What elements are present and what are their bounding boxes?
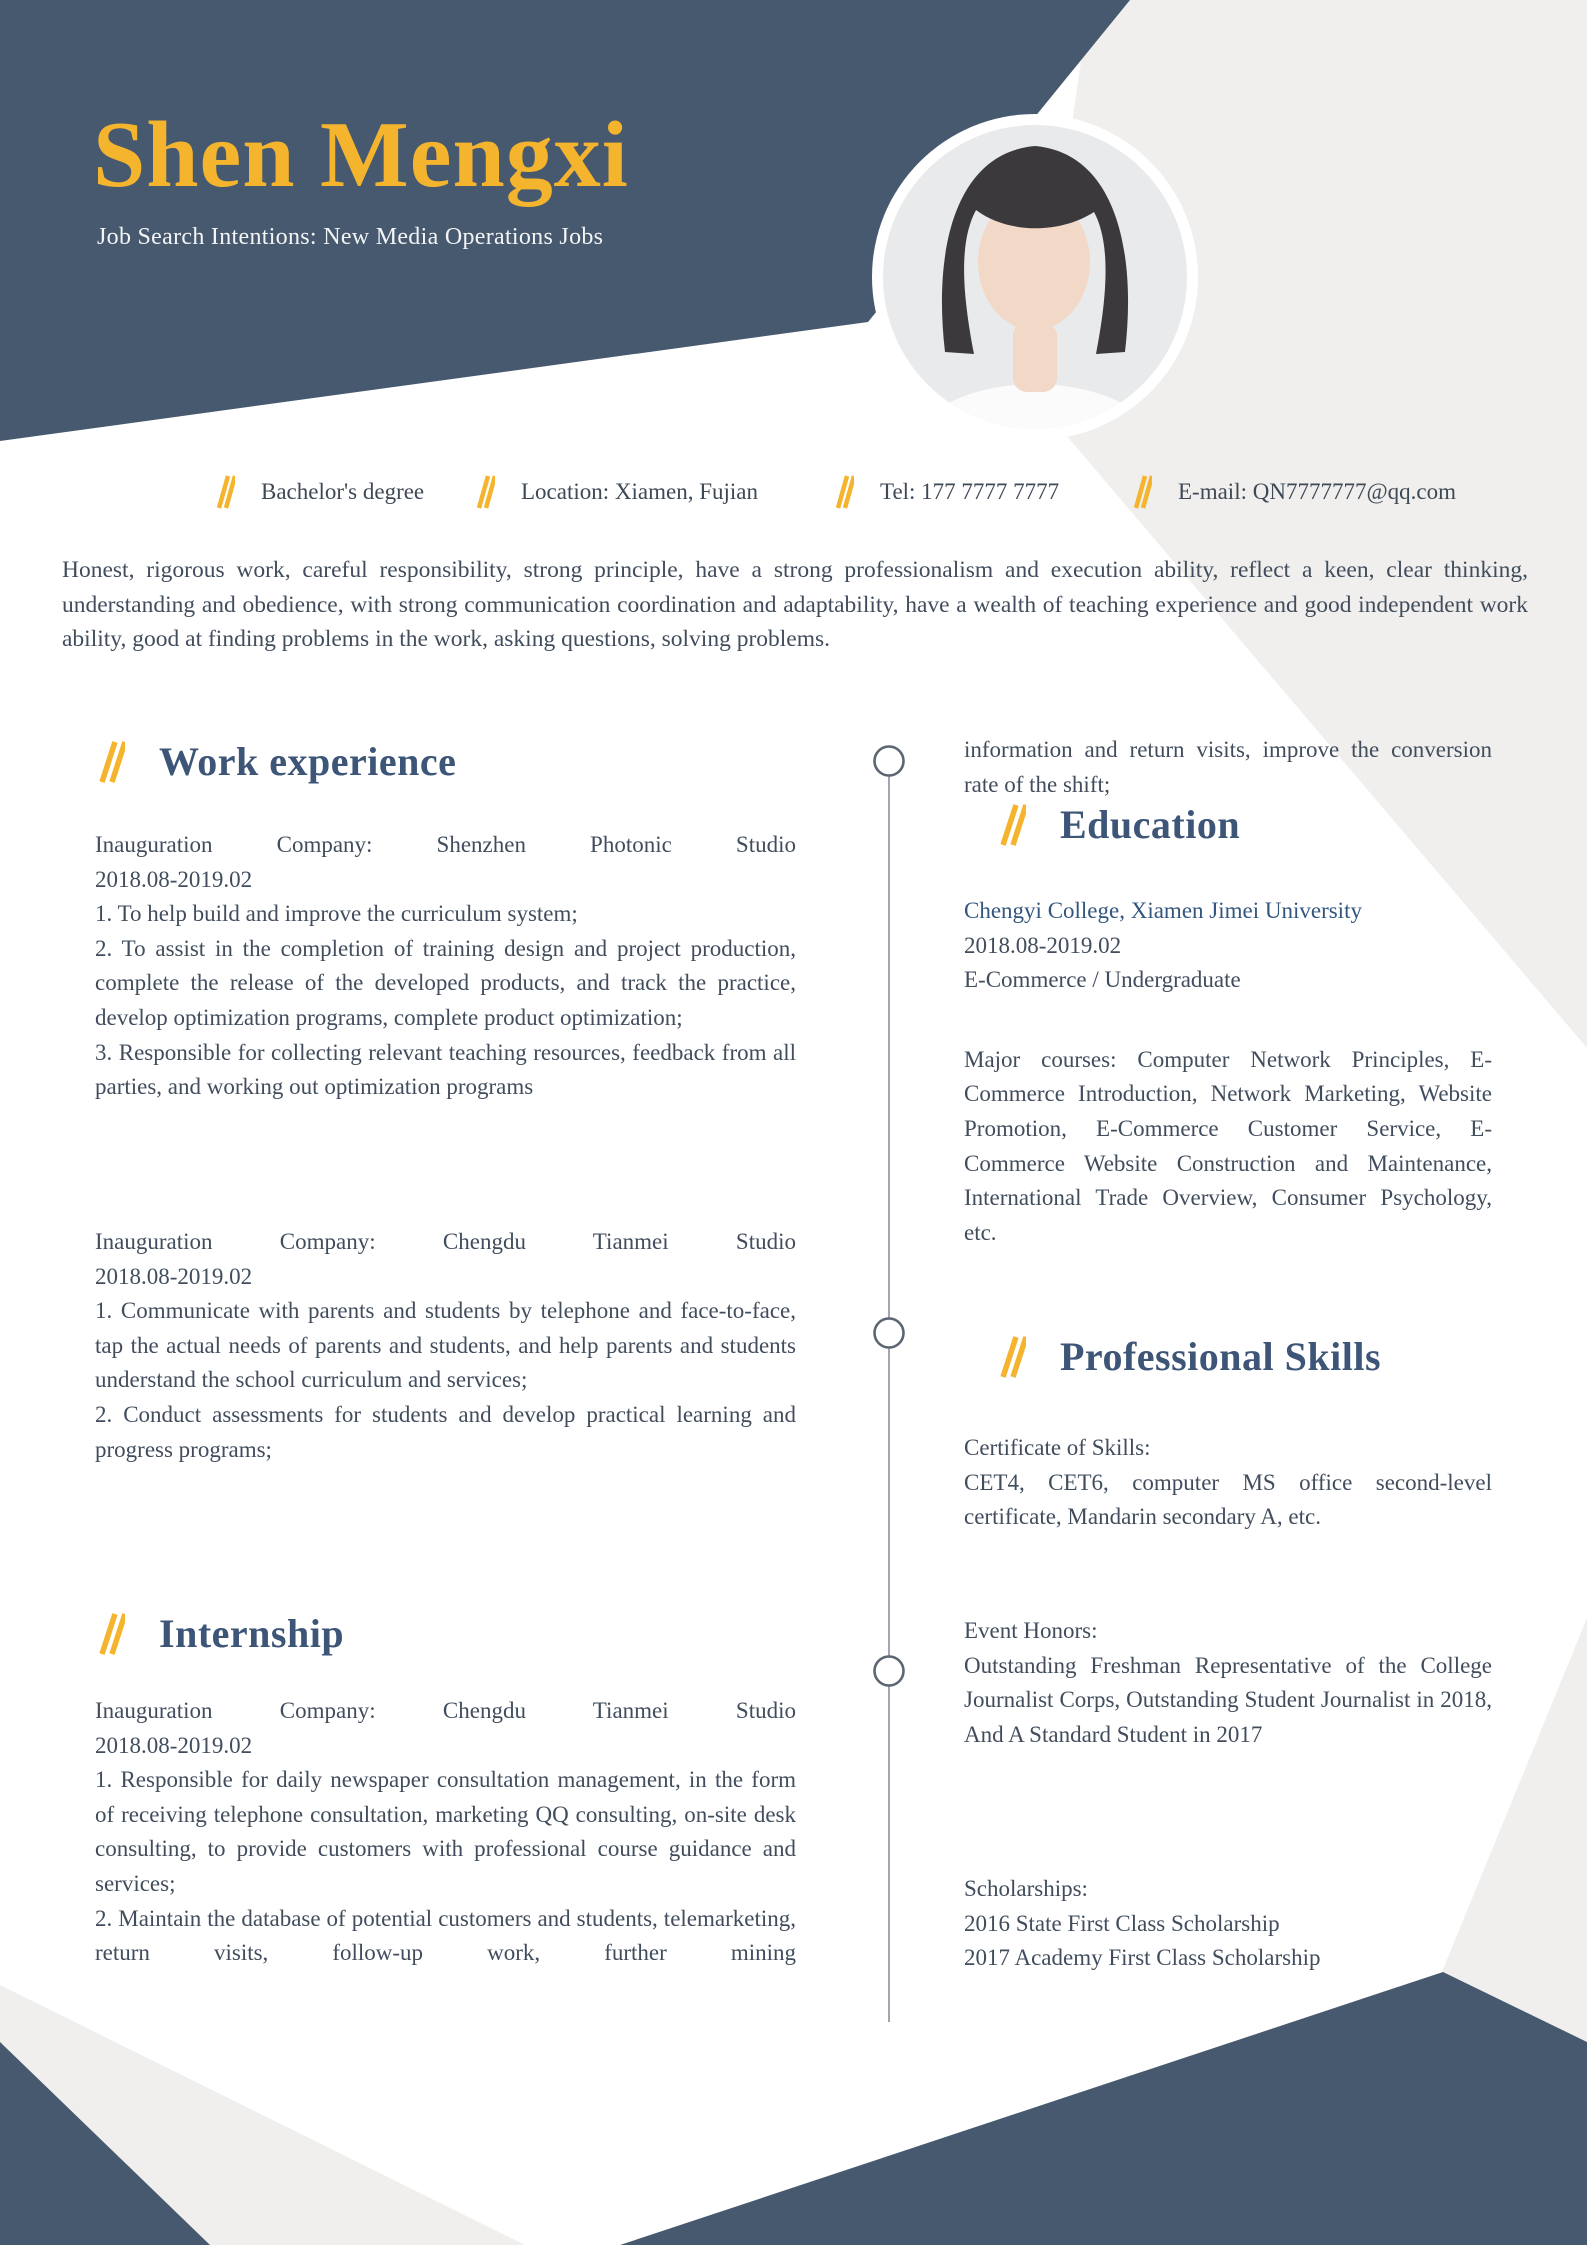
profile-summary: Honest, rigorous work, careful responsibility, strong principle, have a strong professionalism and execution ability, reflect a keen, clear thinking, understanding and obedience, with strong communication coordination and adaptability, have a wealth of teaching experience and good independent work ability, good at finding problems in the work, asking questions, solving problems.	[62, 557, 1528, 652]
list-item: 3. Responsible for collecting relevant teaching resources, feedback from all parties, and working out optimization programs	[95, 1039, 796, 1100]
list-item: 2. To assist in the completion of training design and project production, complete the release of the developed products, and track the practice, develop optimization programs, complete product optimization;	[95, 935, 796, 1030]
double-slash-icon	[476, 474, 495, 510]
school-line: Chengyi College, Xiamen Jimei University	[964, 898, 1362, 923]
major-courses-paragraph: Major courses: Computer Network Principles, E-Commerce Introduction, Network Marketing, Website Promotion, E-Commerce Customer Service, E-Commerce Website Construction and Maintenance, International Trade Overview, Consumer Psychology, etc.	[964, 1046, 1492, 1245]
person-name: Shen Mengxi	[93, 103, 629, 207]
section-heading-work-experience	[98, 738, 456, 785]
scholarship-lines	[964, 1907, 1492, 1976]
date-line: 2018.08-2019.02	[95, 1263, 253, 1289]
job-intention-subtitle: Job Search Intentions: New Media Operations Jobs	[97, 224, 604, 250]
job-duties	[95, 897, 796, 1105]
list-item: 2017 Academy First Class Scholarship	[964, 1945, 1321, 1971]
double-slash-icon	[98, 739, 125, 785]
professional-skills-title: Professional Skills	[1060, 1334, 1382, 1379]
double-slash-icon	[999, 1334, 1026, 1380]
education-title: Education	[1060, 802, 1241, 847]
contact-email-label: E-mail: QN7777777@qq.com	[1178, 479, 1456, 504]
contact-location-label: Location: Xiamen, Fujian	[521, 479, 758, 504]
continued-duty-text	[964, 733, 1492, 802]
company-line: Inauguration Company: Chengdu Tianmei Studio	[95, 1229, 796, 1254]
double-slash-icon	[98, 1611, 125, 1657]
job-entry	[95, 828, 796, 1105]
job-duties	[95, 1294, 796, 1467]
bottom-right-dark-shape	[620, 1972, 1587, 2245]
scholarships-label: Scholarships:	[964, 1876, 1088, 1901]
work-experience-title: Work experience	[159, 739, 457, 784]
timeline-dot-2	[875, 1319, 904, 1348]
timeline-dot-3	[875, 1657, 904, 1686]
timeline-dot-1	[875, 747, 904, 776]
list-item: 2. Maintain the database of potential customers and students, telemarketing, return visits, follow-up work, further mining	[95, 1905, 796, 1966]
date-line: 2018.08-2019.02	[964, 932, 1122, 958]
scholarships-entry	[964, 1872, 1492, 1976]
company-line: Inauguration Company: Shenzhen Photonic Studio	[95, 832, 796, 857]
section-heading-professional-skills	[999, 1333, 1381, 1380]
list-item: 1. To help build and improve the curriculum system;	[95, 901, 578, 927]
internship-entry	[95, 1694, 796, 1971]
job-entry	[95, 1225, 796, 1467]
skills-paragraph: CET4, CET6, computer MS office second-level certificate, Mandarin secondary A, etc.	[964, 1469, 1492, 1530]
contact-item-location	[476, 472, 758, 512]
honors-paragraph: Outstanding Freshman Representative of the College Journalist Corps, Outstanding Student Journalist in 2018, And A Standard Student in 2017	[964, 1652, 1492, 1747]
contact-degree-label: Bachelor's degree	[261, 479, 425, 504]
internship-duties	[95, 1763, 796, 1971]
honors-entry	[964, 1614, 1492, 1752]
contact-item-degree	[216, 472, 424, 512]
continuation-paragraph: information and return visits, improve the conversion rate of the shift;	[964, 737, 1492, 797]
double-slash-icon	[216, 474, 235, 510]
internship-title: Internship	[159, 1611, 345, 1656]
date-line: 2018.08-2019.02	[95, 1732, 253, 1758]
photo-neck	[1013, 322, 1057, 392]
list-item: 1. Communicate with parents and students by telephone and face-to-face, tap the actual needs of parents and students, and help parents and students understand the school curriculum and services;	[95, 1298, 796, 1393]
contact-item-tel	[835, 472, 1059, 512]
contact-item-email	[1133, 472, 1456, 512]
list-item: 2016 State First Class Scholarship	[964, 1910, 1280, 1936]
section-heading-education	[999, 801, 1240, 848]
contact-tel-label: Tel: 177 7777 7777	[880, 479, 1060, 504]
double-slash-icon	[999, 802, 1026, 848]
degree-line: E-Commerce / Undergraduate	[964, 967, 1241, 993]
list-item: 1. Responsible for daily newspaper consultation management, in the form of receiving telephone consultation, marketing QQ consulting, on-site desk consulting, to provide customers with professional course guidance and services;	[95, 1767, 796, 1896]
double-slash-icon	[1133, 474, 1152, 510]
skills-entry	[964, 1431, 1492, 1535]
skills-label: Certificate of Skills:	[964, 1435, 1151, 1460]
date-line: 2018.08-2019.02	[95, 866, 253, 892]
list-item: 2. Conduct assessments for students and develop practical learning and progress programs;	[95, 1401, 796, 1462]
education-entry	[964, 894, 1492, 1250]
section-heading-internship	[98, 1610, 344, 1657]
double-slash-icon	[835, 474, 854, 510]
company-line: Inauguration Company: Chengdu Tianmei Studio	[95, 1698, 796, 1723]
honors-label: Event Honors:	[964, 1618, 1098, 1643]
